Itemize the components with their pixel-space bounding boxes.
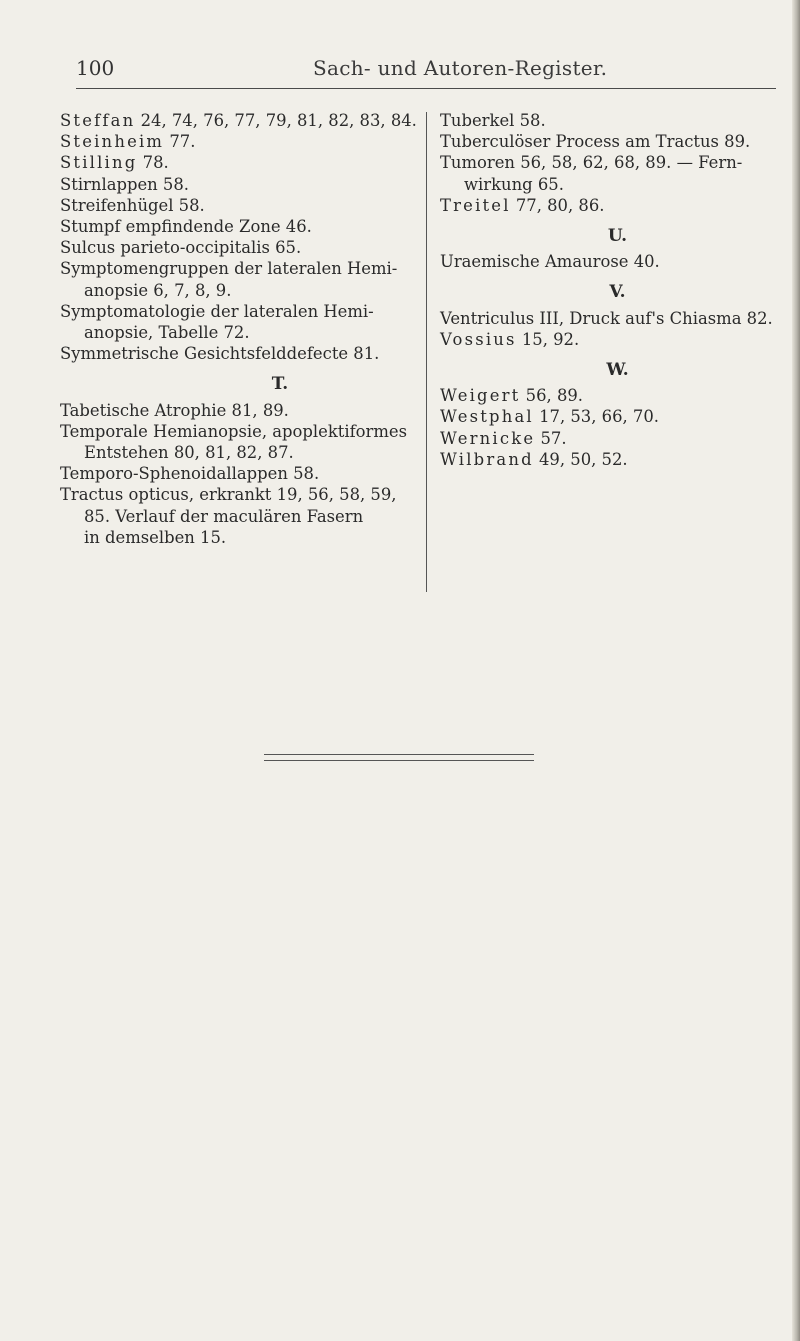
author-name: Westphal xyxy=(440,407,534,427)
right-column xyxy=(440,110,795,470)
index-entry: Treitel 77, 80, 86. xyxy=(440,195,605,215)
author-name: Treitel xyxy=(440,195,511,215)
section-heading-t: T. xyxy=(271,374,289,395)
index-entry: Uraemische Amaurose 40. xyxy=(440,252,660,272)
author-name: Vossius xyxy=(440,329,517,349)
index-entry: Symmetrische Gesichtsfelddefecte 81. xyxy=(60,344,380,364)
index-entry: Weigert 56, 89. xyxy=(440,386,584,406)
left-column xyxy=(60,110,420,548)
index-entry: Westphal 17, 53, 66, 70. xyxy=(440,407,659,427)
index-entry: Symptomatologie der lateralen Hemi- anopsie, Tabelle 72. xyxy=(60,301,374,343)
index-entry: Sulcus parieto-occipitalis 65. xyxy=(60,238,302,258)
author-name: Steinheim xyxy=(60,132,165,152)
end-double-rule xyxy=(264,754,534,761)
section-heading-u: U. xyxy=(607,226,628,247)
index-entry: Tuberkel 58. xyxy=(440,111,546,130)
page-number: 100 xyxy=(76,56,115,80)
author-name: Steffan xyxy=(60,111,136,130)
author-name: Stilling xyxy=(60,153,138,173)
author-name: Wilbrand xyxy=(440,449,534,469)
index-entry: Wernicke 57. xyxy=(440,428,567,448)
index-entry: Tumoren 56, 58, 62, 68, 89. — Fern- wirkung 65. xyxy=(440,153,743,194)
index-entry: Streifenhügel 58. xyxy=(60,195,205,215)
section-heading-v: V. xyxy=(609,282,626,303)
index-entry: Wilbrand 49, 50, 52. xyxy=(440,449,628,469)
page-header xyxy=(76,56,776,86)
author-name: Weigert xyxy=(440,386,521,406)
index-entry: Tuberculöser Process am Tractus 89. xyxy=(440,132,751,152)
index-entry: Temporale Hemianopsie, apoplektiformes Entstehen 80, 81, 82, 87. xyxy=(60,421,408,463)
section-heading-w: W. xyxy=(606,360,629,381)
header-rule xyxy=(76,88,776,89)
index-entry: Tractus opticus, erkrankt 19, 56, 58, 59, 85. Verlauf der maculären Fasern in demselben 15. xyxy=(60,485,397,547)
index-entry: Temporo-Sphenoidallappen 58. xyxy=(60,464,320,484)
index-entry: Vossius 15, 92. xyxy=(440,329,580,349)
index-entry: Ventriculus III, Druck auf's Chiasma 82. xyxy=(440,308,773,328)
index-entry: Tabetische Atrophie 81, 89. xyxy=(60,400,289,420)
index-entry: Stirnlappen 58. xyxy=(60,174,189,194)
column-divider xyxy=(426,112,427,592)
index-entry: Stumpf empfindende Zone 46. xyxy=(60,217,312,237)
running-title: Sach- und Autoren-Register. xyxy=(313,56,608,80)
index-entry: Steffan 24, 74, 76, 77, 79, 81, 82, 83, 84. xyxy=(60,111,417,130)
index-entry: Steinheim 77. xyxy=(60,132,196,152)
author-name: Wernicke xyxy=(440,428,536,448)
index-entry: Stilling 78. xyxy=(60,153,169,173)
index-entry: Symptomengruppen der lateralen Hemi- anopsie 6, 7, 8, 9. xyxy=(60,259,398,300)
